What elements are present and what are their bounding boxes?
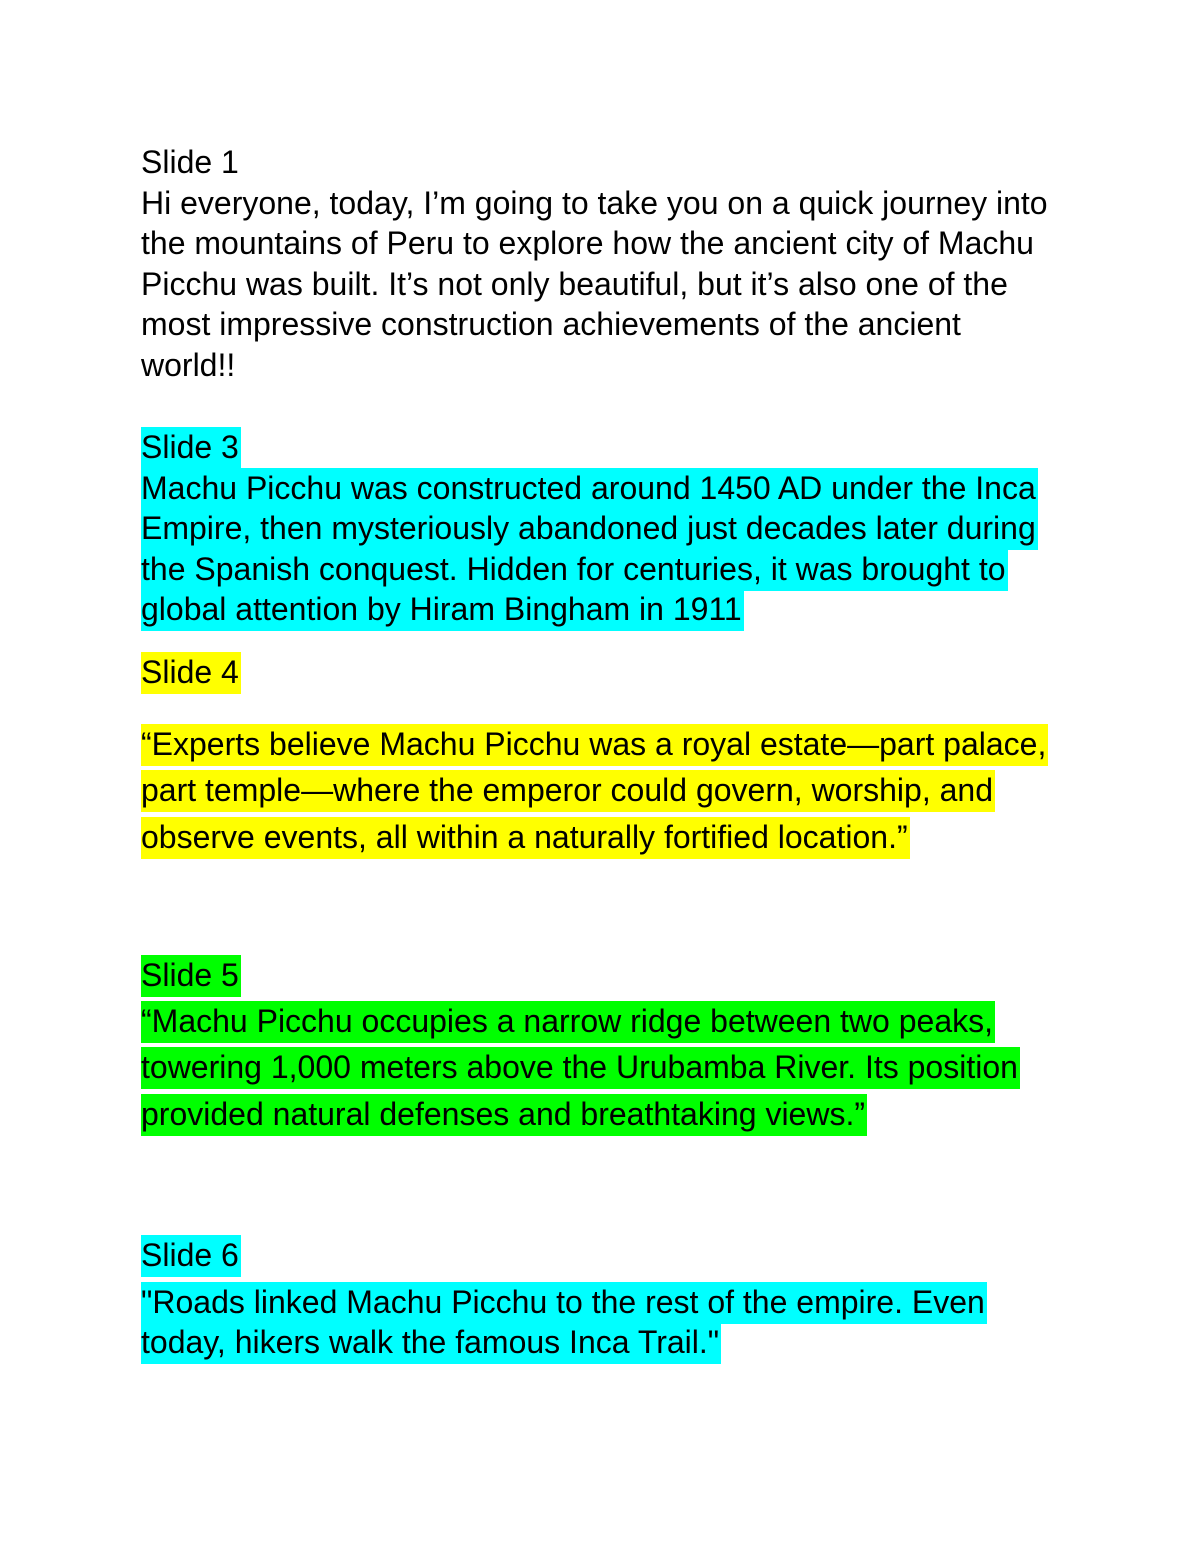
section-slide-1	[141, 142, 1061, 386]
section-body: Machu Picchu was constructed around 1450 AD under the Inca Empire, then mysteriously abandoned just decades later during the Spanish conquest. Hidden for centuries, it was brought to global attention by Hiram Bingham in 1911	[141, 468, 1061, 630]
section-heading: Slide 6	[141, 1235, 1061, 1276]
section-heading: Slide 5	[141, 955, 1061, 996]
section-heading: Slide 1	[141, 144, 239, 180]
section-slide-4	[141, 652, 1061, 860]
section-body: “Experts believe Machu Picchu was a royal estate—part palace, part temple—where the emperor could govern, worship, and observe events, all within a naturally fortified location.”	[141, 721, 1061, 861]
section-body: “Machu Picchu occupies a narrow ridge between two peaks, towering 1,000 meters above the Urubamba River. Its position provided natural defenses and breathtaking views.”	[141, 998, 1061, 1138]
section-body: Hi everyone, today, I’m going to take you on a quick journey into the mountains of Peru to explore how the ancient city of Machu Picchu was built. It’s not only beautiful, but it’s also one of the most impressive construction achievements of the ancient world!!	[141, 184, 1048, 383]
section-slide-5	[141, 955, 1061, 1137]
section-slide-3	[141, 427, 1061, 630]
section-heading: Slide 4	[141, 652, 1061, 693]
section-slide-6	[141, 1235, 1061, 1362]
section-body: "Roads linked Machu Picchu to the rest of the empire. Even today, hikers walk the famous Inca Trail."	[141, 1282, 1061, 1362]
section-heading: Slide 3	[141, 427, 1061, 468]
